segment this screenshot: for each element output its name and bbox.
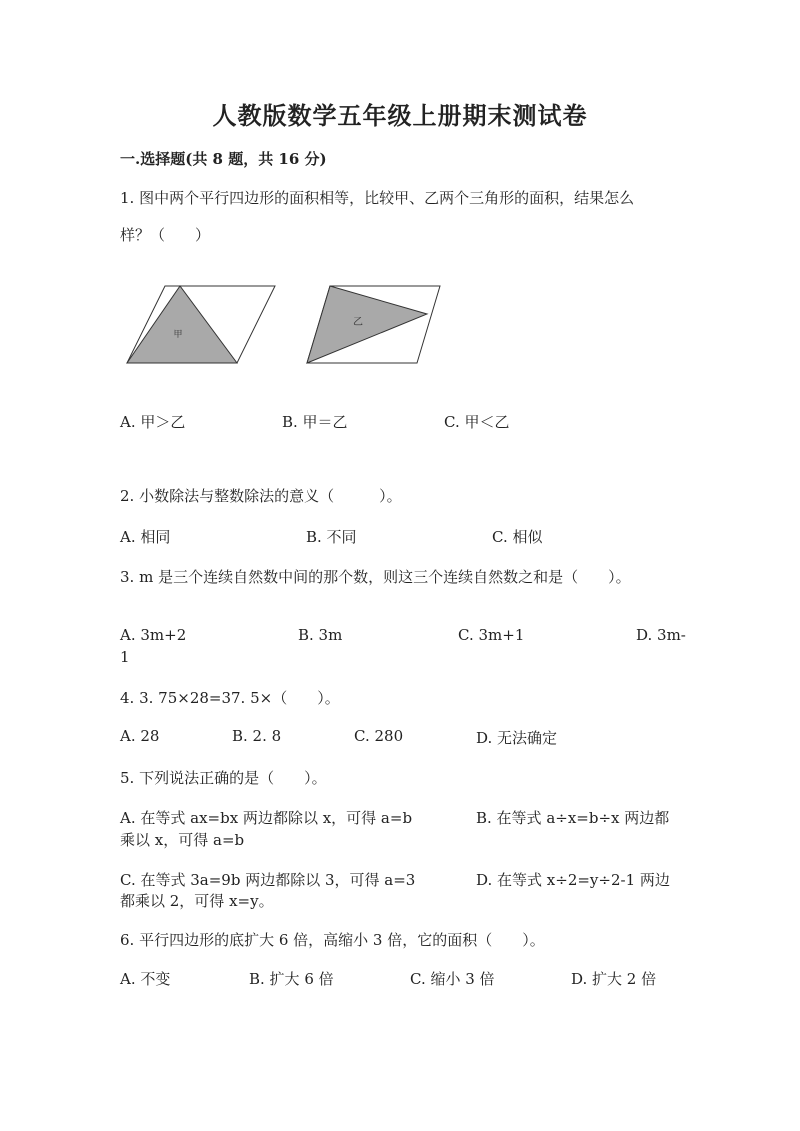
q3-option-d: D. 3m- — [636, 626, 686, 644]
q5-option-c: C. 在等式 3a=9b 两边都除以 3，可得 a=3 — [120, 871, 416, 889]
parallelogram-figure — [120, 280, 450, 372]
q6-option-a: A. 不变 — [120, 970, 171, 988]
page-title: 人教版数学五年级上册期末测试卷 — [212, 101, 588, 130]
q5-option-d-wrap: 都乘以 2，可得 x=y。 — [120, 892, 274, 910]
q1-option-a: A. 甲＞乙 — [120, 413, 186, 431]
question-4: 4. 3. 75×28=37. 5×（ ）。 — [120, 689, 340, 707]
q3-option-b: B. 3m — [298, 626, 343, 644]
q1-option-c: C. 甲＜乙 — [444, 413, 510, 431]
q2-option-a: A. 相同 — [120, 528, 171, 546]
q4-option-c: C. 280 — [354, 727, 404, 745]
q5-option-a: A. 在等式 ax=bx 两边都除以 x，可得 a=b — [120, 809, 413, 827]
q4-option-d: D. 无法确定 — [476, 729, 558, 747]
parallelogram-yi — [307, 286, 440, 363]
question-2: 2. 小数除法与整数除法的意义（ ）。 — [120, 487, 402, 505]
parallelogram-jia — [127, 286, 275, 363]
question-5: 5. 下列说法正确的是（ ）。 — [120, 769, 327, 787]
question-1-line-1: 1. 图中两个平行四边形的面积相等，比较甲、乙两个三角形的面积，结果怎么 — [120, 189, 635, 207]
q2-option-c: C. 相似 — [492, 528, 543, 546]
q5-option-b-wrap: 乘以 x，可得 a=b — [120, 831, 245, 849]
q5-option-b: B. 在等式 a÷x=b÷x 两边都 — [476, 809, 670, 827]
q1-option-b: B. 甲＝乙 — [282, 413, 348, 431]
label-jia: 甲 — [173, 330, 183, 340]
q3-option-d-wrap: 1 — [120, 648, 130, 666]
q2-option-b: B. 不同 — [306, 528, 357, 546]
q3-option-a: A. 3m+2 — [120, 626, 187, 644]
question-3: 3. m 是三个连续自然数中间的那个数，则这三个连续自然数之和是（ ）。 — [120, 568, 631, 586]
label-yi: 乙 — [353, 317, 363, 328]
question-1-line-2: 样？（ ） — [120, 226, 211, 244]
q4-option-a: A. 28 — [120, 727, 160, 745]
q4-option-b: B. 2. 8 — [232, 727, 282, 745]
section-heading: 一.选择题(共 8 题，共 16 分) — [120, 150, 327, 168]
question-6: 6. 平行四边形的底扩大 6 倍，高缩小 3 倍，它的面积（ ）。 — [120, 931, 545, 949]
q5-option-d: D. 在等式 x÷2=y÷2-1 两边 — [476, 871, 670, 889]
q3-option-c: C. 3m+1 — [458, 626, 525, 644]
q6-option-d: D. 扩大 2 倍 — [571, 970, 657, 988]
q6-option-b: B. 扩大 6 倍 — [249, 970, 334, 988]
q6-option-c: C. 缩小 3 倍 — [410, 970, 495, 988]
